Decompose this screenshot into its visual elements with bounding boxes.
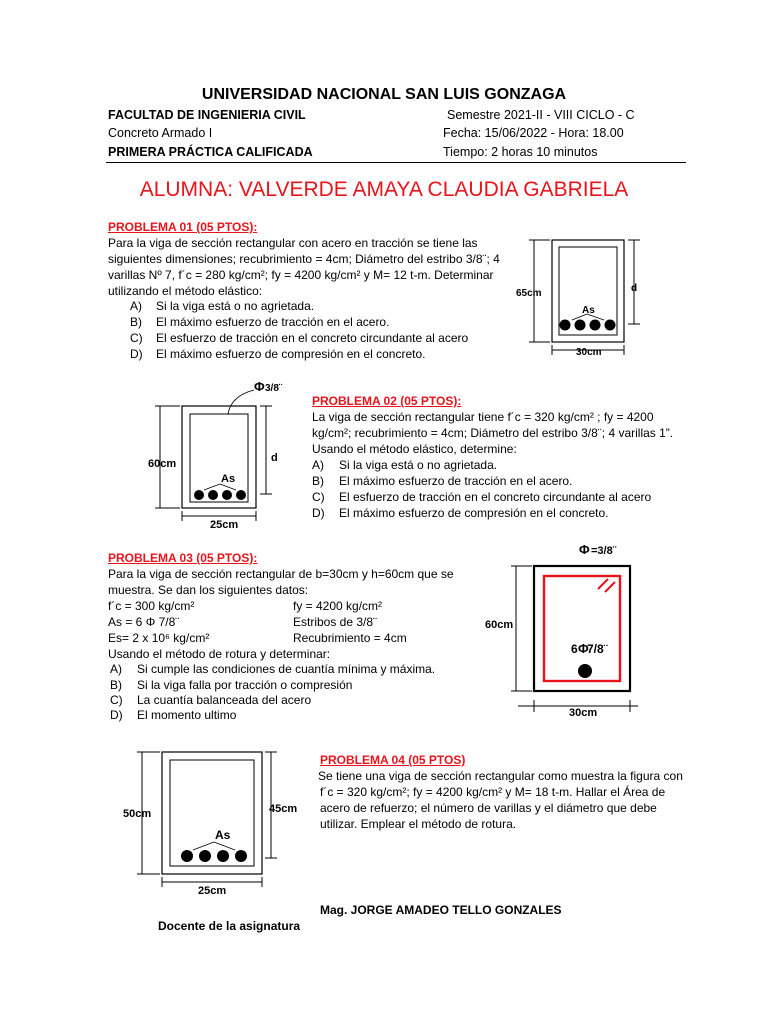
problem-1-item-key: B): [130, 315, 142, 329]
problem-3-item-key: A): [110, 662, 122, 676]
problem-1-item-key: A): [130, 299, 142, 313]
problem-1-item-key: D): [130, 347, 143, 361]
problem-4-text: utilizar. Emplear el método de rotura.: [320, 817, 517, 831]
stirrup-hook: [605, 582, 615, 592]
problem-1-item: El esfuerzo de tracción en el concreto circundante al acero: [156, 331, 469, 345]
problem-1-text: Para la viga de sección rectangular con acero en tracción se tiene las: [108, 236, 478, 250]
d-label: 45cm: [269, 803, 298, 815]
problem-1-text: utilizando el método elástico:: [108, 284, 263, 298]
rebar: [575, 320, 586, 331]
width-label: 25cm: [198, 885, 227, 897]
semester: Semestre 2021-II - VIII CICLO - C: [447, 108, 635, 122]
rebar: [208, 490, 218, 500]
rebar: [194, 490, 204, 500]
stirrup: [190, 414, 248, 502]
rebar: [236, 490, 246, 500]
phi-symbol: Φ: [254, 379, 265, 394]
problem-3-title: PROBLEMA 03 (05 PTOS):: [108, 551, 258, 565]
as-label: As: [582, 305, 595, 316]
bar-count: 6: [571, 642, 578, 656]
problem-3-text: Usando el método de rotura y determinar:: [108, 647, 331, 661]
problem-3-item-key: C): [110, 693, 123, 707]
phi-symbol: Φ: [578, 641, 589, 656]
problem-3-item-key: B): [110, 678, 122, 692]
problem-4-beam-figure: [118, 740, 314, 912]
student-name: ALUMNA: VALVERDE AMAYA CLAUDIA GABRIELA: [139, 178, 629, 201]
exam-date: Fecha: 15/06/2022 - Hora: 18.00: [443, 126, 624, 140]
problem-3-beam-figure: [478, 534, 650, 724]
problem-4-text: acero de refuerzo; el número de varillas y el diámetro que debe: [320, 801, 657, 815]
rebar: [217, 850, 229, 862]
problem-2-beam-figure: [146, 376, 310, 532]
problem-3-item: Si la viga falla por tracción o compresión: [137, 678, 353, 692]
faculty: FACULTAD DE INGENIERIA CIVIL: [108, 108, 306, 122]
problem-3-data: f´c = 300 kg/cm²: [108, 599, 195, 613]
width-label: 30cm: [576, 347, 602, 358]
problem-3-text: Para la viga de sección rectangular de b=30cm y h=60cm que se: [108, 567, 454, 581]
rebar: [181, 850, 193, 862]
rebar: [235, 850, 247, 862]
problem-2-title: PROBLEMA 02 (05 PTOS):: [312, 394, 462, 408]
problem-3-data: fy = 4200 kg/cm²: [293, 599, 383, 613]
height-label: 60cm: [148, 458, 177, 470]
problem-1-beam-figure: [500, 228, 660, 368]
rebar: [590, 320, 601, 331]
problem-2-item: Si la viga está o no agrietada.: [339, 458, 498, 472]
problem-3-data: Estribos de 3/8¨: [293, 615, 378, 629]
beam-section: [162, 752, 262, 874]
problem-1-text: siguientes dimensiones; recubrimiento = 4cm; Diámetro del estribo 3/8¨; 4: [108, 252, 500, 266]
problem-2-text: kg/cm²; recubrimiento = 4cm; Diámetro del estribo 3/8¨; 4 varillas 1”.: [312, 426, 674, 440]
teacher-name: Mag. JORGE AMADEO TELLO GONZALES: [320, 903, 562, 917]
problem-3-data: Recubrimiento = 4cm: [293, 631, 407, 645]
problem-3-item: El momento ultimo: [137, 708, 237, 722]
header-divider: [106, 162, 686, 163]
as-label: As: [221, 473, 236, 485]
problem-3-item: Si cumple las condiciones de cuantía mínima y máxima.: [137, 662, 436, 676]
problem-3-data: Es= 2 x 10⁶ kg/cm²: [108, 631, 210, 645]
stirrup-label: 3/8¨: [265, 383, 283, 394]
rebar: [199, 850, 211, 862]
problem-1-item-key: C): [130, 331, 143, 345]
rebar: [578, 664, 592, 678]
width-label: 25cm: [210, 519, 239, 531]
problem-4-text: f´c = 320 kg/cm²; fy = 4200 kg/cm² y M= 18 t-m. Hallar el Área de: [320, 785, 666, 799]
university-title: UNIVERSIDAD NACIONAL SAN LUIS GONZAGA: [201, 86, 567, 103]
width-label: 30cm: [569, 707, 598, 719]
problem-2-item-key: D): [312, 506, 325, 520]
stirrup-hook: [598, 579, 608, 589]
course: Concreto Armado I: [108, 126, 213, 140]
stirrup-leader: [228, 390, 254, 414]
rebar: [605, 320, 616, 331]
problem-1-item: El máximo esfuerzo de tracción en el acero.: [156, 315, 390, 329]
rebar: [560, 320, 571, 331]
phi-symbol: Φ: [579, 542, 590, 557]
problem-3-item: La cuantía balanceada del acero: [137, 693, 312, 707]
problem-2-item: El máximo esfuerzo de tracción en el acero.: [339, 474, 573, 488]
stirrup-label: =3/8¨: [591, 545, 617, 557]
problem-3-data: As = 6 Φ 7/8¨: [108, 615, 180, 629]
teacher-role: Docente de la asignatura: [158, 919, 301, 933]
exam-time: Tiempo: 2 horas 10 minutos: [443, 145, 598, 159]
d-label: d: [631, 283, 638, 294]
height-label: 65cm: [516, 288, 542, 299]
bar-diameter: 7/8¨: [587, 642, 608, 656]
problem-3-text: muestra. Se dan los siguientes datos:: [108, 583, 309, 597]
as-label: As: [215, 828, 231, 842]
height-label: 50cm: [123, 808, 152, 820]
problem-1-item: Si la viga está o no agrietada.: [156, 299, 315, 313]
problem-4-text: Se tiene una viga de sección rectangular como muestra la figura con: [318, 769, 683, 783]
problem-4-title: PROBLEMA 04 (05 PTOS): [320, 753, 466, 767]
d-label: d: [271, 452, 278, 464]
problem-2-item-key: B): [312, 474, 324, 488]
problem-2-text: La viga de sección rectangular tiene f´c = 320 kg/cm² ; fy = 4200: [312, 410, 654, 424]
problem-1-title: PROBLEMA 01 (05 PTOS):: [108, 220, 258, 234]
height-label: 60cm: [485, 619, 514, 631]
problem-1-text: varillas Nº 7, f´c = 280 kg/cm²; fy = 4200 kg/cm² y M= 12 t-m. Determinar: [108, 268, 494, 282]
problem-3-item-key: D): [110, 708, 123, 722]
exam-name: PRIMERA PRÁCTICA CALIFICADA: [108, 145, 313, 159]
problem-2-item-key: C): [312, 490, 325, 504]
problem-2-item-key: A): [312, 458, 324, 472]
problem-2-item: El esfuerzo de tracción en el concreto circundante al acero: [339, 490, 652, 504]
problem-2-text: Usando el método elástico, determine:: [312, 442, 517, 456]
problem-1-item: El máximo esfuerzo de compresión en el concreto.: [156, 347, 426, 361]
rebar: [222, 490, 232, 500]
problem-2-item: El máximo esfuerzo de compresión en el concreto.: [339, 506, 609, 520]
